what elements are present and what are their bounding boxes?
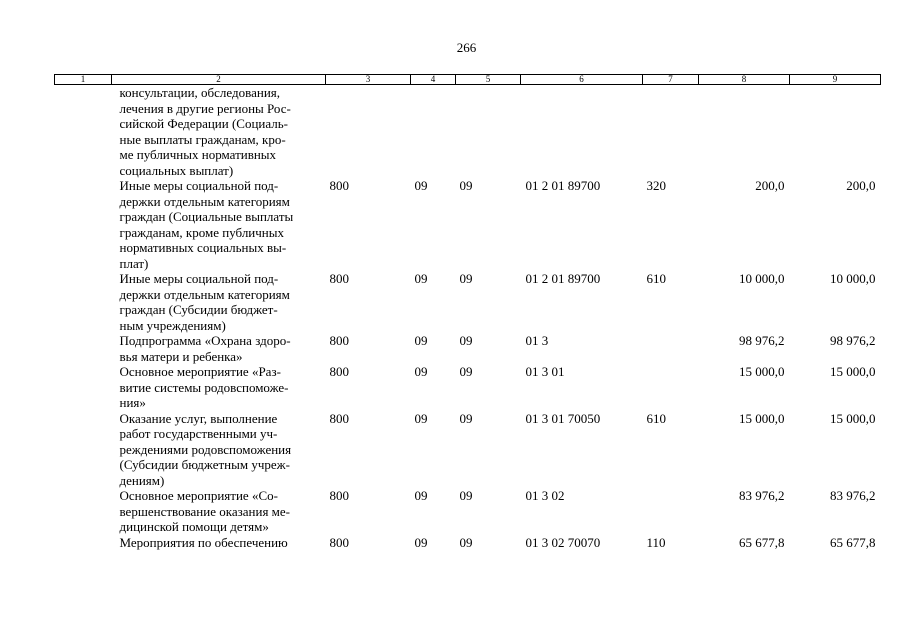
column-number-9: 9 — [790, 75, 881, 85]
row-subsection-code — [456, 364, 521, 411]
row-admin-code — [326, 535, 411, 551]
row-amount-2-text: 10 000,0 — [830, 271, 876, 286]
table-row — [55, 271, 881, 333]
row-subsection-code-text: 09 — [459, 488, 473, 503]
row-amount-2 — [790, 488, 881, 535]
cell-col1 — [55, 178, 112, 271]
table-row — [55, 85, 881, 179]
row-admin-code-text: 800 — [329, 364, 349, 379]
row-subsection-code-text: 09 — [459, 534, 473, 550]
row-expense-type-code — [643, 178, 699, 271]
column-number-2: 2 — [112, 75, 326, 85]
row-admin-code-text: 800 — [329, 410, 349, 426]
cell-col1 — [55, 333, 112, 364]
row-section-code-text: 09 — [414, 488, 428, 503]
column-number-4: 4 — [411, 75, 456, 85]
row-amount-2-text: 200,0 — [846, 178, 876, 193]
row-subsection-code-text: 09 — [459, 271, 473, 286]
column-number-8: 8 — [699, 75, 790, 85]
row-name-text: Основное мероприятие «Со- вершенствование оказания ме- дицинской помощи детям» — [119, 488, 291, 534]
column-number-7: 7 — [643, 75, 699, 85]
row-amount-1-text: 200,0 — [755, 178, 785, 193]
row-amount-1 — [699, 535, 790, 551]
row-expense-type-code — [643, 488, 699, 535]
row-section-code-text: 09 — [414, 178, 428, 193]
row-subsection-code — [456, 85, 521, 179]
row-name — [112, 85, 326, 179]
row-amount-2-text: 98 976,2 — [830, 333, 876, 348]
row-name-text: Подпрограмма «Охрана здоро- вья матери и ребенка» — [119, 333, 291, 364]
row-target-code-text: 01 3 02 70070 — [525, 534, 601, 550]
table-header — [55, 75, 881, 85]
row-name — [112, 271, 326, 333]
cell-col1 — [55, 364, 112, 411]
table-row — [55, 178, 881, 271]
row-section-code — [411, 178, 456, 271]
row-expense-type-code — [643, 271, 699, 333]
row-target-code-text: 01 3 01 — [525, 364, 565, 379]
page-number: 266 — [456, 40, 477, 55]
table-body — [55, 85, 881, 551]
row-subsection-code-text: 09 — [459, 410, 473, 426]
column-number-1: 1 — [55, 75, 112, 85]
row-amount-2-text: 15 000,0 — [830, 364, 876, 379]
cell-col1 — [55, 85, 112, 179]
table-row — [55, 333, 881, 364]
row-expense-type-code — [643, 364, 699, 411]
row-amount-1 — [699, 85, 790, 179]
row-amount-1 — [699, 333, 790, 364]
row-section-code — [411, 85, 456, 179]
column-number-row — [55, 75, 881, 85]
row-admin-code-text: 800 — [329, 534, 349, 550]
row-amount-1 — [699, 411, 790, 489]
row-admin-code — [326, 85, 411, 179]
row-name — [112, 364, 326, 411]
row-target-code — [521, 85, 643, 179]
row-admin-code — [326, 411, 411, 489]
row-target-code-text: 01 3 01 70050 — [525, 410, 601, 426]
row-name — [112, 488, 326, 535]
row-name — [112, 178, 326, 271]
table-row — [55, 411, 881, 489]
row-target-code-text: 01 2 01 89700 — [525, 178, 601, 193]
row-section-code-text: 09 — [414, 333, 428, 348]
row-subsection-code — [456, 333, 521, 364]
table-row — [55, 488, 881, 535]
row-target-code — [521, 488, 643, 535]
row-amount-2-text: 15 000,0 — [830, 410, 876, 426]
row-section-code — [411, 271, 456, 333]
row-amount-2 — [790, 333, 881, 364]
row-amount-1-text: 98 976,2 — [739, 333, 785, 348]
row-subsection-code-text: 09 — [459, 178, 473, 193]
row-admin-code — [326, 364, 411, 411]
row-section-code-text: 09 — [414, 534, 428, 550]
row-section-code — [411, 364, 456, 411]
row-target-code-text: 01 3 — [525, 333, 549, 348]
table-row — [55, 364, 881, 411]
row-name-text: Основное мероприятие «Раз- витие системы родовспоможе- ния» — [119, 364, 289, 410]
row-target-code — [521, 411, 643, 489]
row-amount-2 — [790, 271, 881, 333]
row-admin-code-text: 800 — [329, 178, 349, 193]
row-expense-type-code-text: 320 — [646, 178, 666, 193]
row-section-code — [411, 488, 456, 535]
row-subsection-code-text: 09 — [459, 333, 473, 348]
column-number-6: 6 — [521, 75, 643, 85]
column-number-3: 3 — [326, 75, 411, 85]
row-amount-1-text: 15 000,0 — [739, 364, 785, 379]
row-name-text: Иные меры социальной под- держки отдельным категориям граждан (Социальные выплаты гражданам, кроме публичных нормативных социальных вы- плат) — [119, 178, 294, 271]
cell-col1 — [55, 411, 112, 489]
row-section-code-text: 09 — [414, 271, 428, 286]
row-target-code — [521, 364, 643, 411]
row-expense-type-code-text: 610 — [646, 410, 666, 426]
row-admin-code — [326, 178, 411, 271]
row-amount-1 — [699, 271, 790, 333]
row-expense-type-code-text: 110 — [646, 534, 666, 550]
row-amount-2 — [790, 535, 881, 551]
cell-col1 — [55, 271, 112, 333]
row-name — [112, 411, 326, 489]
row-amount-1-text: 83 976,2 — [739, 488, 785, 503]
row-target-code — [521, 178, 643, 271]
row-expense-type-code-text: 610 — [646, 271, 666, 286]
row-subsection-code — [456, 411, 521, 489]
row-amount-1 — [699, 178, 790, 271]
table-row — [55, 535, 881, 551]
row-admin-code — [326, 271, 411, 333]
row-section-code — [411, 535, 456, 551]
row-amount-2 — [790, 85, 881, 179]
row-amount-2-text: 65 677,8 — [830, 534, 876, 550]
row-section-code-text: 09 — [414, 410, 428, 426]
budget-table — [54, 74, 881, 550]
row-target-code — [521, 271, 643, 333]
row-expense-type-code — [643, 333, 699, 364]
row-name-text: консультации, обследования, лечения в другие регионы Рос- сийской Федерации (Социаль- ные выплаты гражданам, кро- ме публичных нормативных социальных выплат) — [119, 85, 291, 178]
row-expense-type-code — [643, 411, 699, 489]
row-amount-2 — [790, 178, 881, 271]
row-amount-2 — [790, 411, 881, 489]
row-admin-code-text: 800 — [329, 488, 349, 503]
cell-col1 — [55, 535, 112, 551]
row-name-text: Иные меры социальной под- держки отдельным категориям граждан (Субсидии бюджет- ным учреждениям) — [119, 271, 290, 333]
row-subsection-code-text: 09 — [459, 364, 473, 379]
row-admin-code-text: 800 — [329, 333, 349, 348]
row-amount-2-text: 83 976,2 — [830, 488, 876, 503]
row-amount-1-text: 10 000,0 — [739, 271, 785, 286]
row-target-code — [521, 535, 643, 551]
row-subsection-code — [456, 535, 521, 551]
row-name-text: Мероприятия по обеспечению — [119, 534, 288, 550]
row-subsection-code — [456, 271, 521, 333]
row-amount-2 — [790, 364, 881, 411]
cell-col1 — [55, 488, 112, 535]
row-name — [112, 535, 326, 551]
row-admin-code-text: 800 — [329, 271, 349, 286]
row-section-code — [411, 411, 456, 489]
column-number-5: 5 — [456, 75, 521, 85]
row-expense-type-code — [643, 85, 699, 179]
row-name-text: Оказание услуг, выполнение работ государственными уч- реждениями родовспоможения (Субсидии бюджетным учреж- дениям) — [119, 410, 292, 488]
row-subsection-code — [456, 178, 521, 271]
row-subsection-code — [456, 488, 521, 535]
row-target-code — [521, 333, 643, 364]
row-section-code — [411, 333, 456, 364]
row-amount-1 — [699, 488, 790, 535]
row-admin-code — [326, 333, 411, 364]
row-admin-code — [326, 488, 411, 535]
row-name — [112, 333, 326, 364]
row-amount-1 — [699, 364, 790, 411]
row-target-code-text: 01 3 02 — [525, 488, 565, 503]
row-amount-1-text: 65 677,8 — [739, 534, 785, 550]
row-section-code-text: 09 — [414, 364, 428, 379]
row-amount-1-text: 15 000,0 — [739, 410, 785, 426]
row-expense-type-code — [643, 535, 699, 551]
row-target-code-text: 01 2 01 89700 — [525, 271, 601, 286]
